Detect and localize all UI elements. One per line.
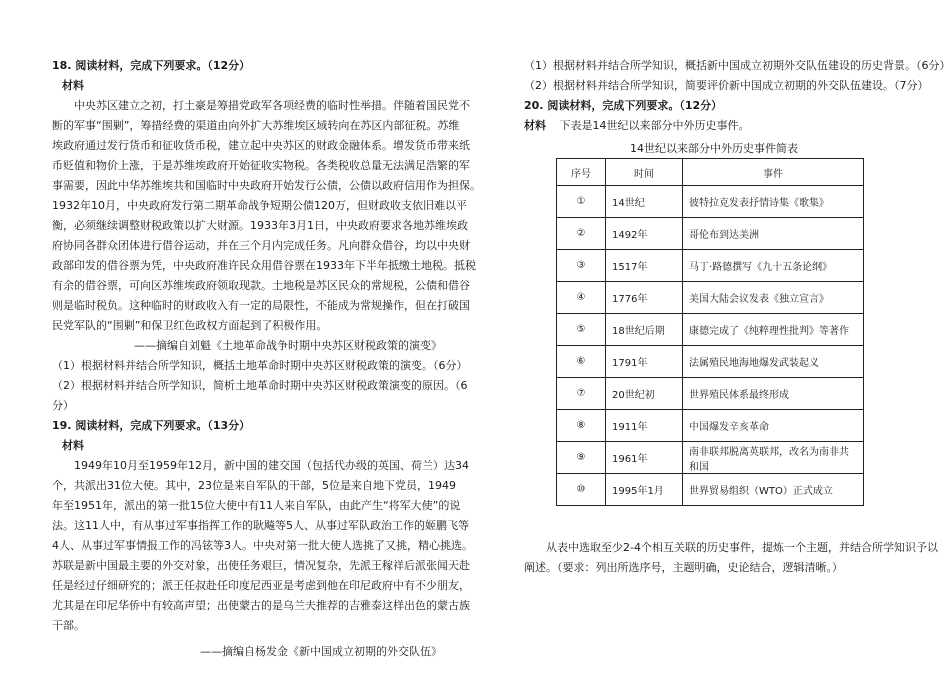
q18-citation: ——摘编自刘魁《土地革命战争时期中央苏区财税政策的演变》 <box>134 339 442 352</box>
q20-material-text: 下表是14世纪以来部分中外历史事件。 <box>559 119 750 132</box>
q18-question-2-cont: 分） <box>52 399 74 412</box>
row-no: ⑥ <box>557 346 606 378</box>
row-time: 1517年 <box>606 250 683 282</box>
q19-question-2: （2）根据材料并结合所学知识，简要评价新中国成立初期的外交队伍建设。（7分） <box>524 79 929 92</box>
row-time: 1791年 <box>606 346 683 378</box>
q19-material-line: 4人、从事过军事情报工作的冯铉等3人。中央对第一批大使人选挑了又挑，精心挑选。 <box>52 539 473 552</box>
q18-material <box>52 96 481 336</box>
q18-question-2: （2）根据材料并结合所学知识，简析土地革命时期中央苏区财税政策演变的原因。（6 <box>52 379 468 392</box>
row-event: 康德完成了《纯粹理性批判》等著作 <box>683 314 864 346</box>
q20-title: 20. 阅读材料，完成下列要求。（12分） <box>524 99 723 112</box>
row-no: ⑨ <box>557 442 606 474</box>
q19-material-line: 干部。 <box>52 619 85 632</box>
q19-material-line: 个，共派出31位大使。其中，23位是来自军队的干部，5位是来自地下党员，1949 <box>52 479 456 492</box>
q18-material-line: 断的军事“围剿”，筹措经费的渠道由向外扩大苏维埃区域转向在苏区内部征税。苏维 <box>52 119 460 132</box>
row-event: 世界殖民体系最终形成 <box>683 378 864 410</box>
header-time: 时间 <box>606 159 683 186</box>
q20-requirement: 从表中选取至少2-4个相互关联的历史事件，提炼一个主题，并结合所学知识予以 <box>546 541 938 554</box>
q18-material-line: 1932年10月，中央政府发行第二期革命战争短期公债120万，但财政收支依旧难以平 <box>52 199 467 212</box>
q18-material-line: 中央苏区建立之初，打土豪是筹措党政军各项经费的临时性举措。伴随着国民党不 <box>74 99 470 112</box>
q18-material-line: 有余的借谷票，可向区苏维埃政府领取现款。土地税是苏区民众的常规税，公债和借谷 <box>52 279 470 292</box>
table-row <box>557 346 864 378</box>
table-row <box>557 218 864 250</box>
table-row <box>557 314 864 346</box>
right-column <box>524 56 950 578</box>
table-row <box>557 282 864 314</box>
q18-material-line: 埃政府通过发行货币和征收货币税，建立起中央苏区的财政金融体系。增发货币带来纸 <box>52 139 470 152</box>
row-time: 20世纪初 <box>606 378 683 410</box>
q18-title: 18. 阅读材料，完成下列要求。（12分） <box>52 59 251 72</box>
q19-title: 19. 阅读材料，完成下列要求。（13分） <box>52 419 251 432</box>
row-time: 18世纪后期 <box>606 314 683 346</box>
header-event: 事件 <box>683 159 864 186</box>
row-no: ② <box>557 218 606 250</box>
row-time: 14世纪 <box>606 186 683 218</box>
q18-question-1: （1）根据材料并结合所学知识，概括土地革命时期中央苏区财税政策的演变。（6分） <box>52 359 468 372</box>
row-event: 世界贸易组织（WTO）正式成立 <box>683 474 864 506</box>
q20-material-label: 材料 <box>524 119 546 132</box>
row-time: 1776年 <box>606 282 683 314</box>
row-event: 南非联邦脱离英联邦，改名为南非共和国 <box>683 442 864 474</box>
events-table <box>556 158 864 506</box>
row-event: 中国爆发辛亥革命 <box>683 410 864 442</box>
left-column <box>52 56 481 662</box>
q19-material-line: 法。这11人中，有从事过军事指挥工作的耿飚等5人、从事过军队政治工作的姬鹏飞等 <box>52 519 469 532</box>
row-no: ④ <box>557 282 606 314</box>
row-no: ① <box>557 186 606 218</box>
table-row <box>557 442 864 474</box>
q20-table-title: 14世纪以来部分中外历史事件简表 <box>630 142 798 155</box>
header-no: 序号 <box>557 159 606 186</box>
row-no: ⑦ <box>557 378 606 410</box>
table-row <box>557 474 864 506</box>
table-row <box>557 410 864 442</box>
row-no: ⑤ <box>557 314 606 346</box>
table-row <box>557 186 864 218</box>
row-no: ⑩ <box>557 474 606 506</box>
row-no: ⑧ <box>557 410 606 442</box>
row-event: 马丁·路德撰写《九十五条论纲》 <box>683 250 864 282</box>
row-no: ③ <box>557 250 606 282</box>
q18-material-label: 材料 <box>62 79 84 92</box>
q18-material-line: 政部印发的借谷票为凭，中央政府准许民众用借谷票在1933年下半年抵缴土地税。抵税 <box>52 259 476 272</box>
q19-material-label: 材料 <box>62 439 84 452</box>
q18-material-line: 府协同各群众团体进行借谷运动，并在三个月内完成任务。凡向群众借谷，均以中央财 <box>52 239 470 252</box>
q19-citation: ——摘编自杨发金《新中国成立初期的外交队伍》 <box>200 645 442 658</box>
table-row <box>557 250 864 282</box>
row-time: 1961年 <box>606 442 683 474</box>
table-row <box>557 378 864 410</box>
row-time: 1911年 <box>606 410 683 442</box>
table-header-row <box>557 159 864 186</box>
q18-material-line: 衡，必须继续调整财税政策以扩大财源。1933年3月1日，中央政府要求各地苏维埃政 <box>52 219 468 232</box>
q19-material-line: 任是经过仔细研究的；派王任叔赴任印度尼西亚是考虑到他在印尼政府中有不少朋友， <box>52 579 470 592</box>
row-event: 彼特拉克发表抒情诗集《歌集》 <box>683 186 864 218</box>
row-event: 法属殖民地海地爆发武装起义 <box>683 346 864 378</box>
q19-material-line: 苏联是新中国最主要的外交对象，出使任务艰巨，情况复杂，先派王稼祥后派张闻天赴 <box>52 559 470 572</box>
q19-question-1: （1）根据材料并结合所学知识，概括新中国成立初期外交队伍建设的历史背景。（6分） <box>524 59 950 72</box>
row-event: 美国大陆会议发表《独立宣言》 <box>683 282 864 314</box>
q20-requirement-cont: 阐述。（要求：列出所选序号，主题明确，史论结合，逻辑清晰。） <box>524 561 843 574</box>
row-event: 哥伦布到达美洲 <box>683 218 864 250</box>
q19-material-line: 1949年10月至1959年12月，新中国的建交国（包括代办级的英国、荷兰）达34 <box>74 459 469 472</box>
row-time: 1492年 <box>606 218 683 250</box>
q18-material-line: 事需要，因此中华苏维埃共和国临时中央政府开始发行公债，公债以政府信用作为担保。 <box>52 179 481 192</box>
q19-material <box>52 456 473 636</box>
q18-material-line: 币贬值和物价上涨，于是苏维埃政府开始征收实物税。各类税收总量无法满足浩繁的军 <box>52 159 470 172</box>
q18-material-line: 则是临时税负。这种临时的财政收入有一定的局限性，不能成为常规操作，但在打破国 <box>52 299 470 312</box>
q19-material-line: 年至1951年，派出的第一批15位大使中有11人来自军队，由此产生“将军大使”的说 <box>52 499 461 512</box>
row-time: 1995年1月 <box>606 474 683 506</box>
q19-material-line: 尤其是在印尼华侨中有较高声望；出使蒙古的是乌兰夫推荐的吉雅泰这样出色的蒙古族 <box>52 599 470 612</box>
q18-material-line: 民党军队的“围剿”和保卫红色政权方面起到了积极作用。 <box>52 319 328 332</box>
